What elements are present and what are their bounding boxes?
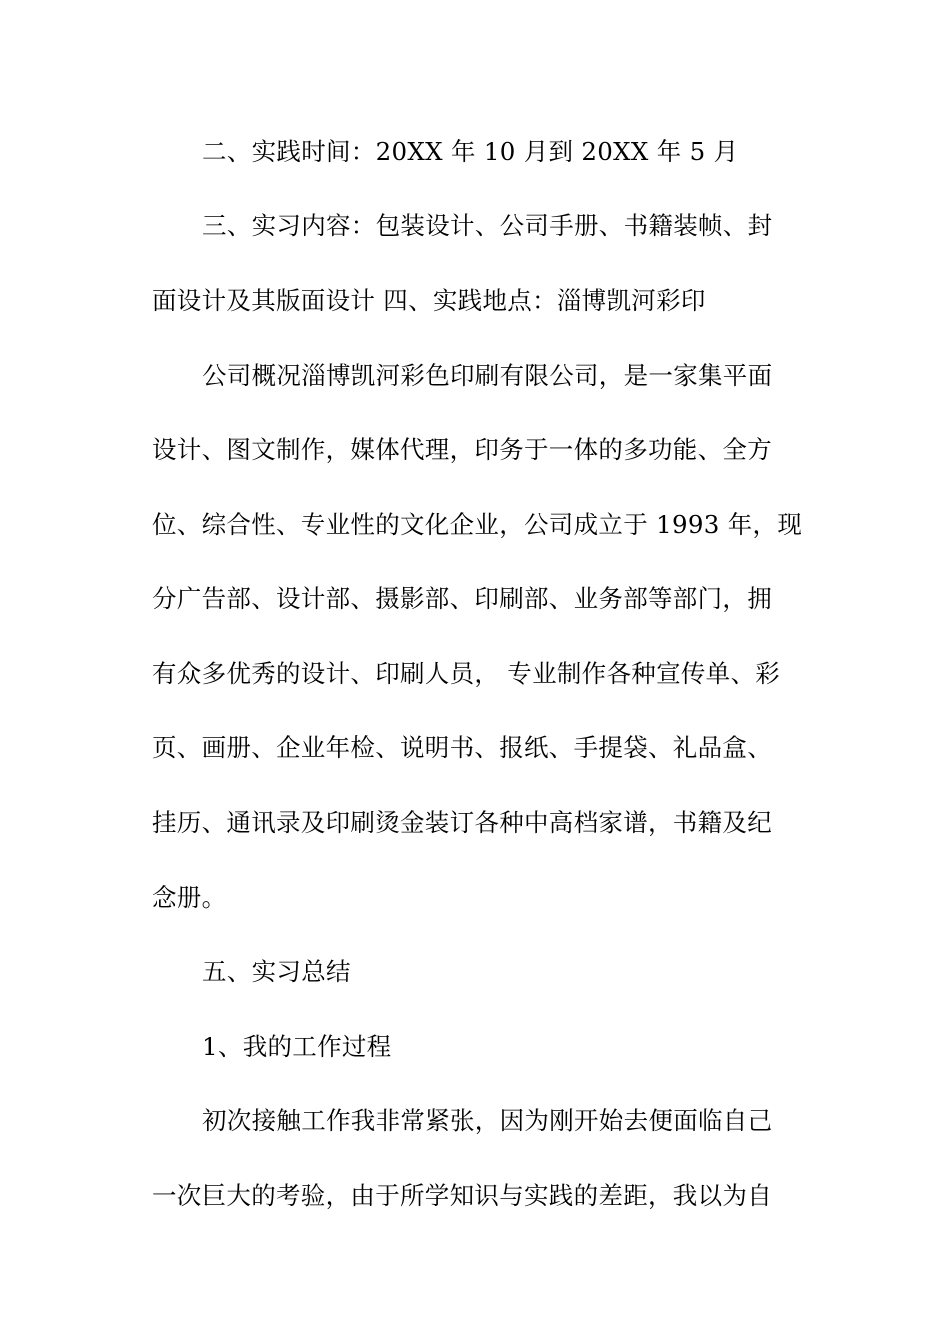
subheading-work-process: 1、我的工作过程	[202, 1032, 392, 1061]
company-overview-line-1: 公司概况淄博凯河彩色印刷有限公司，是一家集平面	[202, 361, 773, 390]
practice-time-line: 二、实践时间：20XX 年 10 月到 20XX 年 5 月	[202, 137, 739, 166]
company-overview-line-3: 位、综合性、专业性的文化企业，公司成立于 1993 年，现	[152, 510, 803, 539]
company-overview-line-8: 念册。	[152, 883, 227, 912]
internship-content-line: 三、实习内容：包装设计、公司手册、书籍装帧、封	[202, 211, 773, 240]
company-overview-line-2: 设计、图文制作，媒体代理，印务于一体的多功能、全方	[152, 435, 772, 464]
company-overview-line-5: 有众多优秀的设计、印刷人员， 专业制作各种宣传单、彩	[152, 659, 781, 688]
section-heading-summary: 五、实习总结	[202, 957, 351, 986]
practice-location-line: 面设计及其版面设计 四、实践地点：淄博凯河彩印	[152, 286, 706, 315]
company-overview-line-6: 页、画册、企业年检、说明书、报纸、手提袋、礼品盒、	[152, 733, 772, 762]
work-process-line-1: 初次接触工作我非常紧张，因为刚开始去便面临自己	[202, 1106, 773, 1135]
company-overview-line-7: 挂历、通讯录及印刷烫金装订各种中高档家谱，书籍及纪	[152, 808, 772, 837]
company-overview-line-4: 分广告部、设计部、摄影部、印刷部、业务部等部门，拥	[152, 584, 772, 613]
work-process-line-2: 一次巨大的考验，由于所学知识与实践的差距，我以为自	[152, 1181, 772, 1210]
